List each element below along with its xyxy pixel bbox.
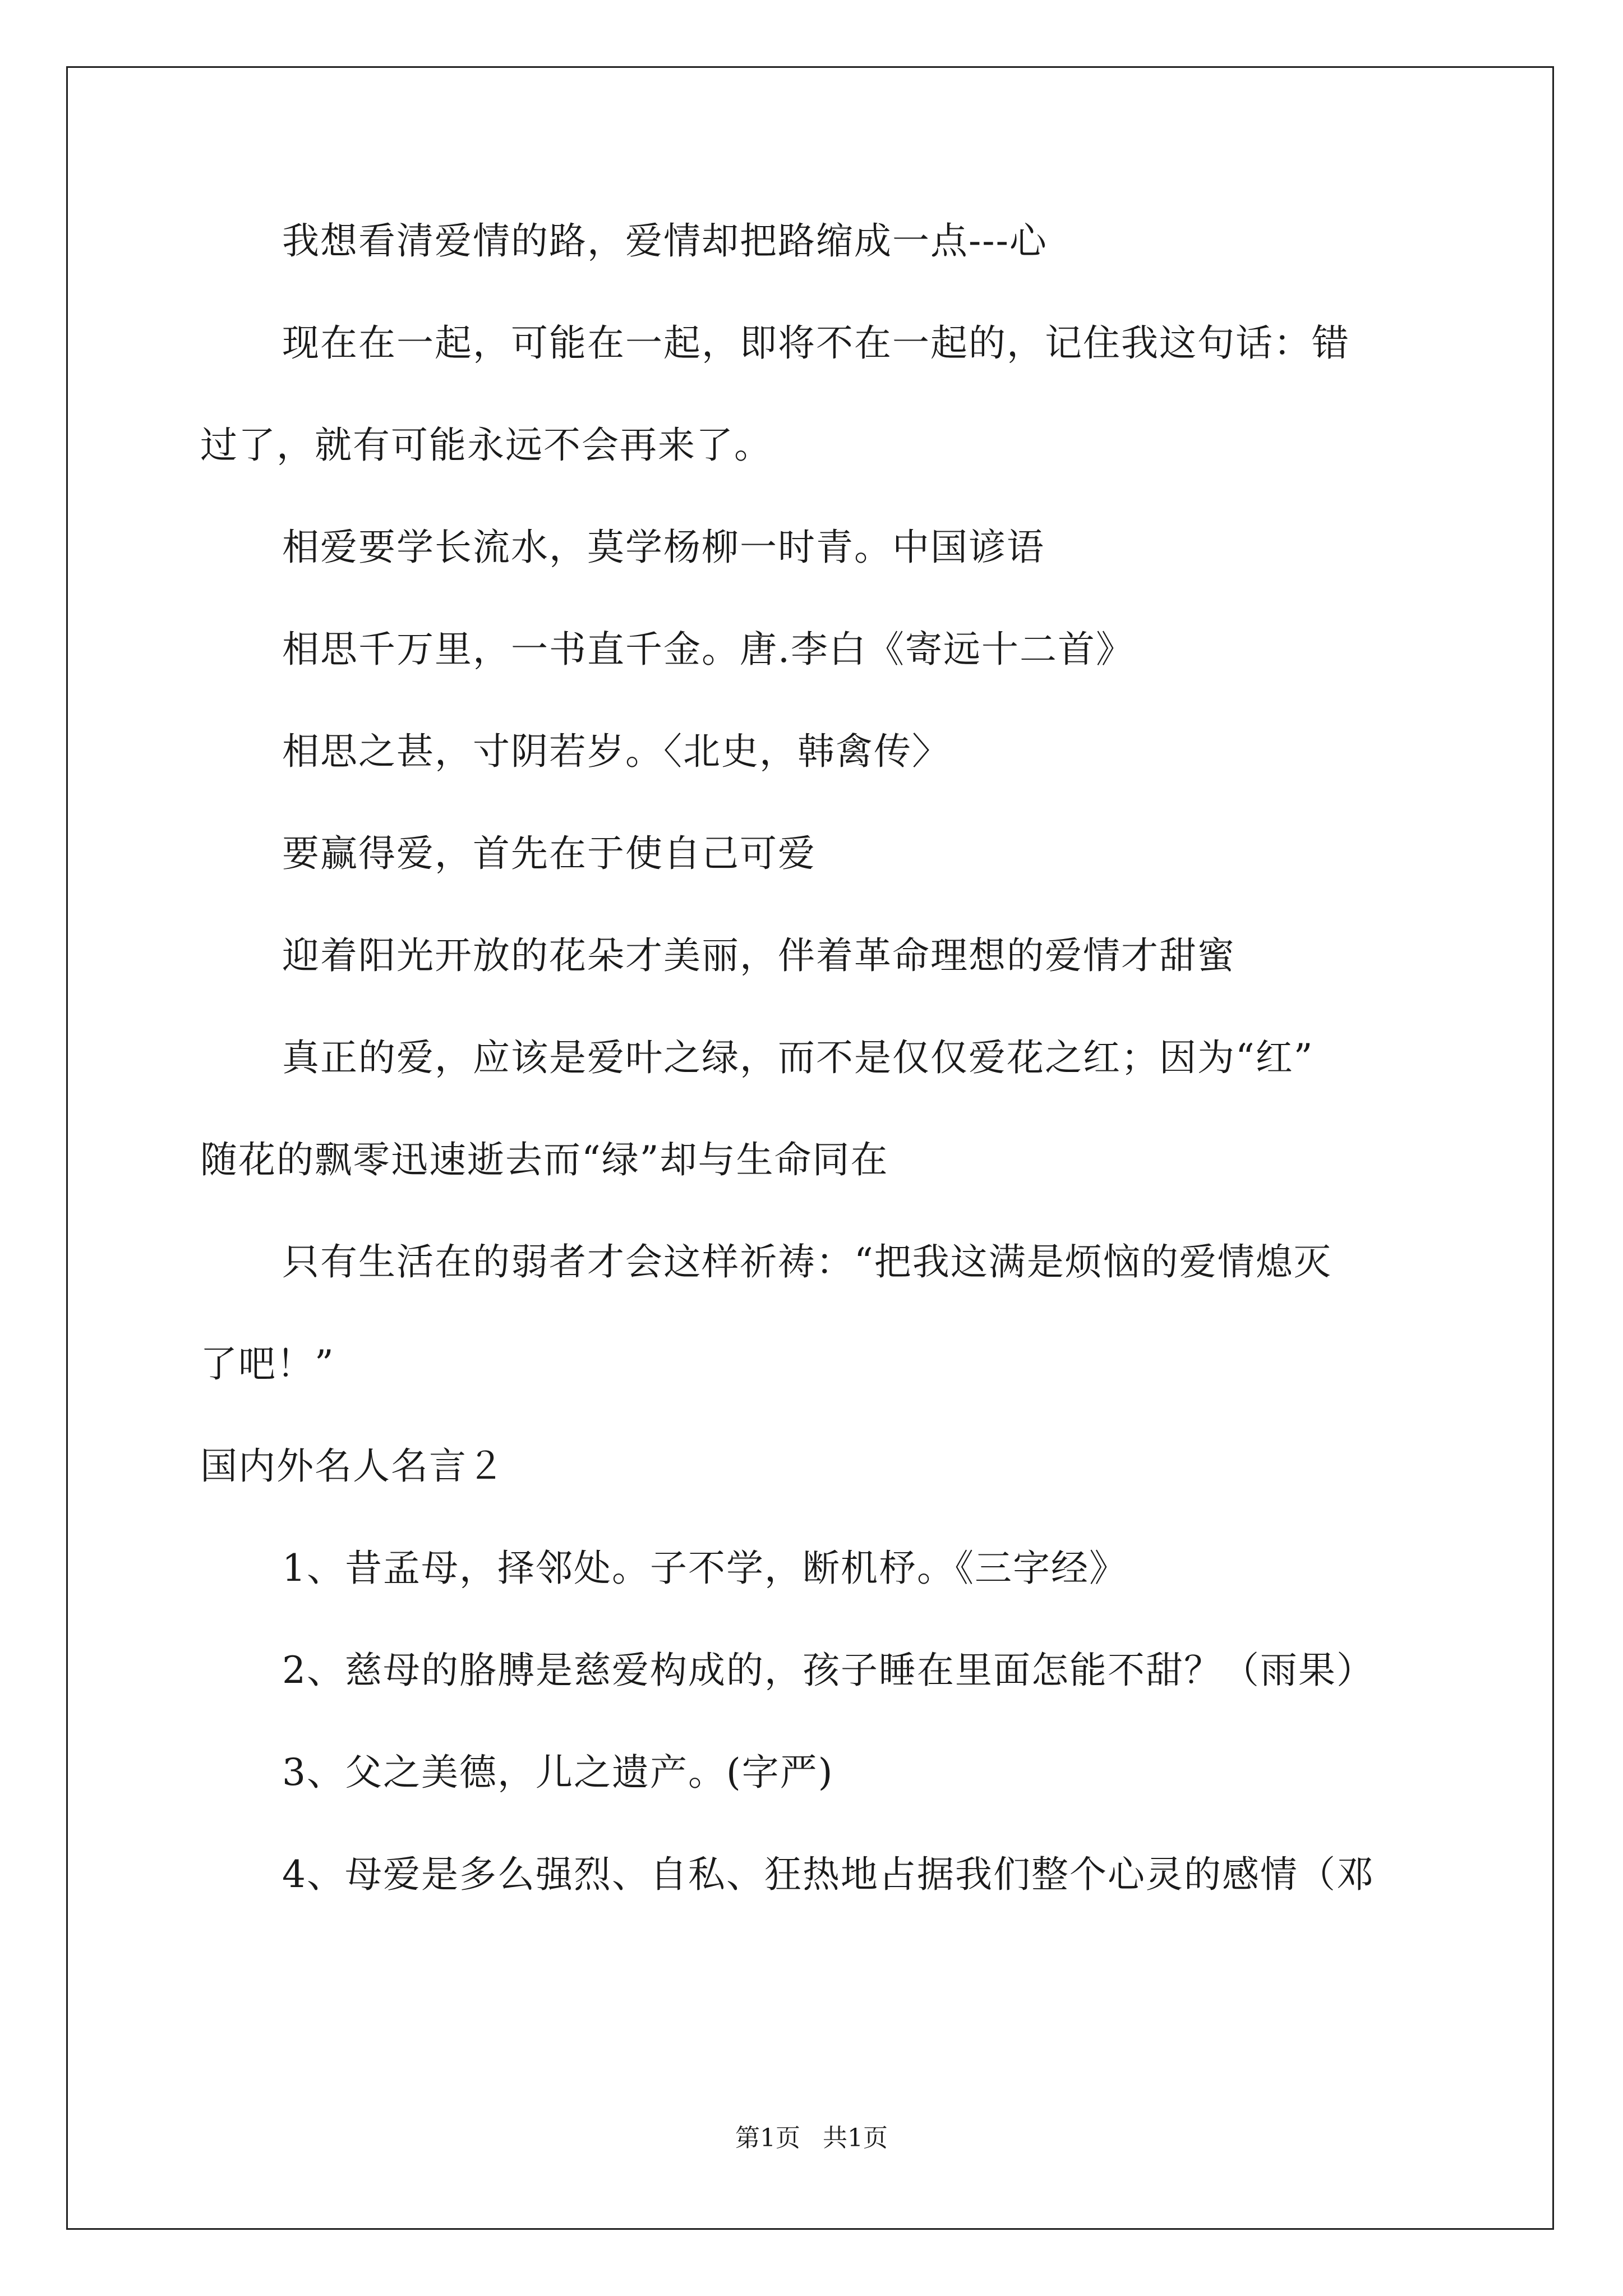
page-total: 共1页 xyxy=(823,2124,888,2152)
paragraph-line: 迎着阳光开放的花朵才美丽，伴着革命理想的爱情才甜蜜 xyxy=(282,934,1235,977)
page-footer xyxy=(0,2122,1623,2155)
section-heading: 国内外名人名言２ xyxy=(200,1444,505,1488)
paragraph-line: 真正的爱，应该是爱叶之绿，而不是仅仅爱花之红；因为“红” xyxy=(282,1036,1314,1079)
paragraph-line: 2、慈母的胳膊是慈爱构成的，孩子睡在里面怎能不甜？（雨果） xyxy=(282,1649,1375,1692)
paragraph-line: 3、父之美德，儿之遗产。(字严) xyxy=(282,1751,834,1794)
page-number: 第1页 xyxy=(735,2124,800,2152)
paragraph-line: 随花的飘零迅速逝去而“绿”却与生命同在 xyxy=(200,1138,889,1181)
document-body xyxy=(200,213,1434,1903)
paragraph-line: 相爱要学长流水，莫学杨柳一时青。中国谚语 xyxy=(282,526,1045,569)
paragraph-line: 现在在一起，可能在一起，即将不在一起的，记住我这句话：错 xyxy=(282,321,1350,365)
paragraph-line: 我想看清爱情的路，爱情却把路缩成一点---心 xyxy=(282,219,1048,263)
paragraph-line: 要赢得爱，首先在于使自己可爱 xyxy=(282,832,816,875)
paragraph-line: 只有生活在的弱者才会这样祈祷：“把我这满是烦恼的爱情熄灭 xyxy=(282,1240,1332,1283)
paragraph-line: 1、昔孟母，择邻处。子不学，断机杼。《三字经》 xyxy=(282,1547,1127,1590)
paragraph-line: 过了，就有可能永远不会再来了。 xyxy=(200,424,772,467)
paragraph-line: 了吧！” xyxy=(200,1342,335,1386)
paragraph-line: 相思之甚，寸阴若岁。〈北史，韩禽传〉 xyxy=(282,730,950,773)
paragraph-line: 4、母爱是多么强烈、自私、狂热地占据我们整个心灵的感情（邓 xyxy=(282,1853,1375,1896)
paragraph-line: 相思千万里，一书直千金。唐.李白《寄远十二首》 xyxy=(282,628,1134,671)
